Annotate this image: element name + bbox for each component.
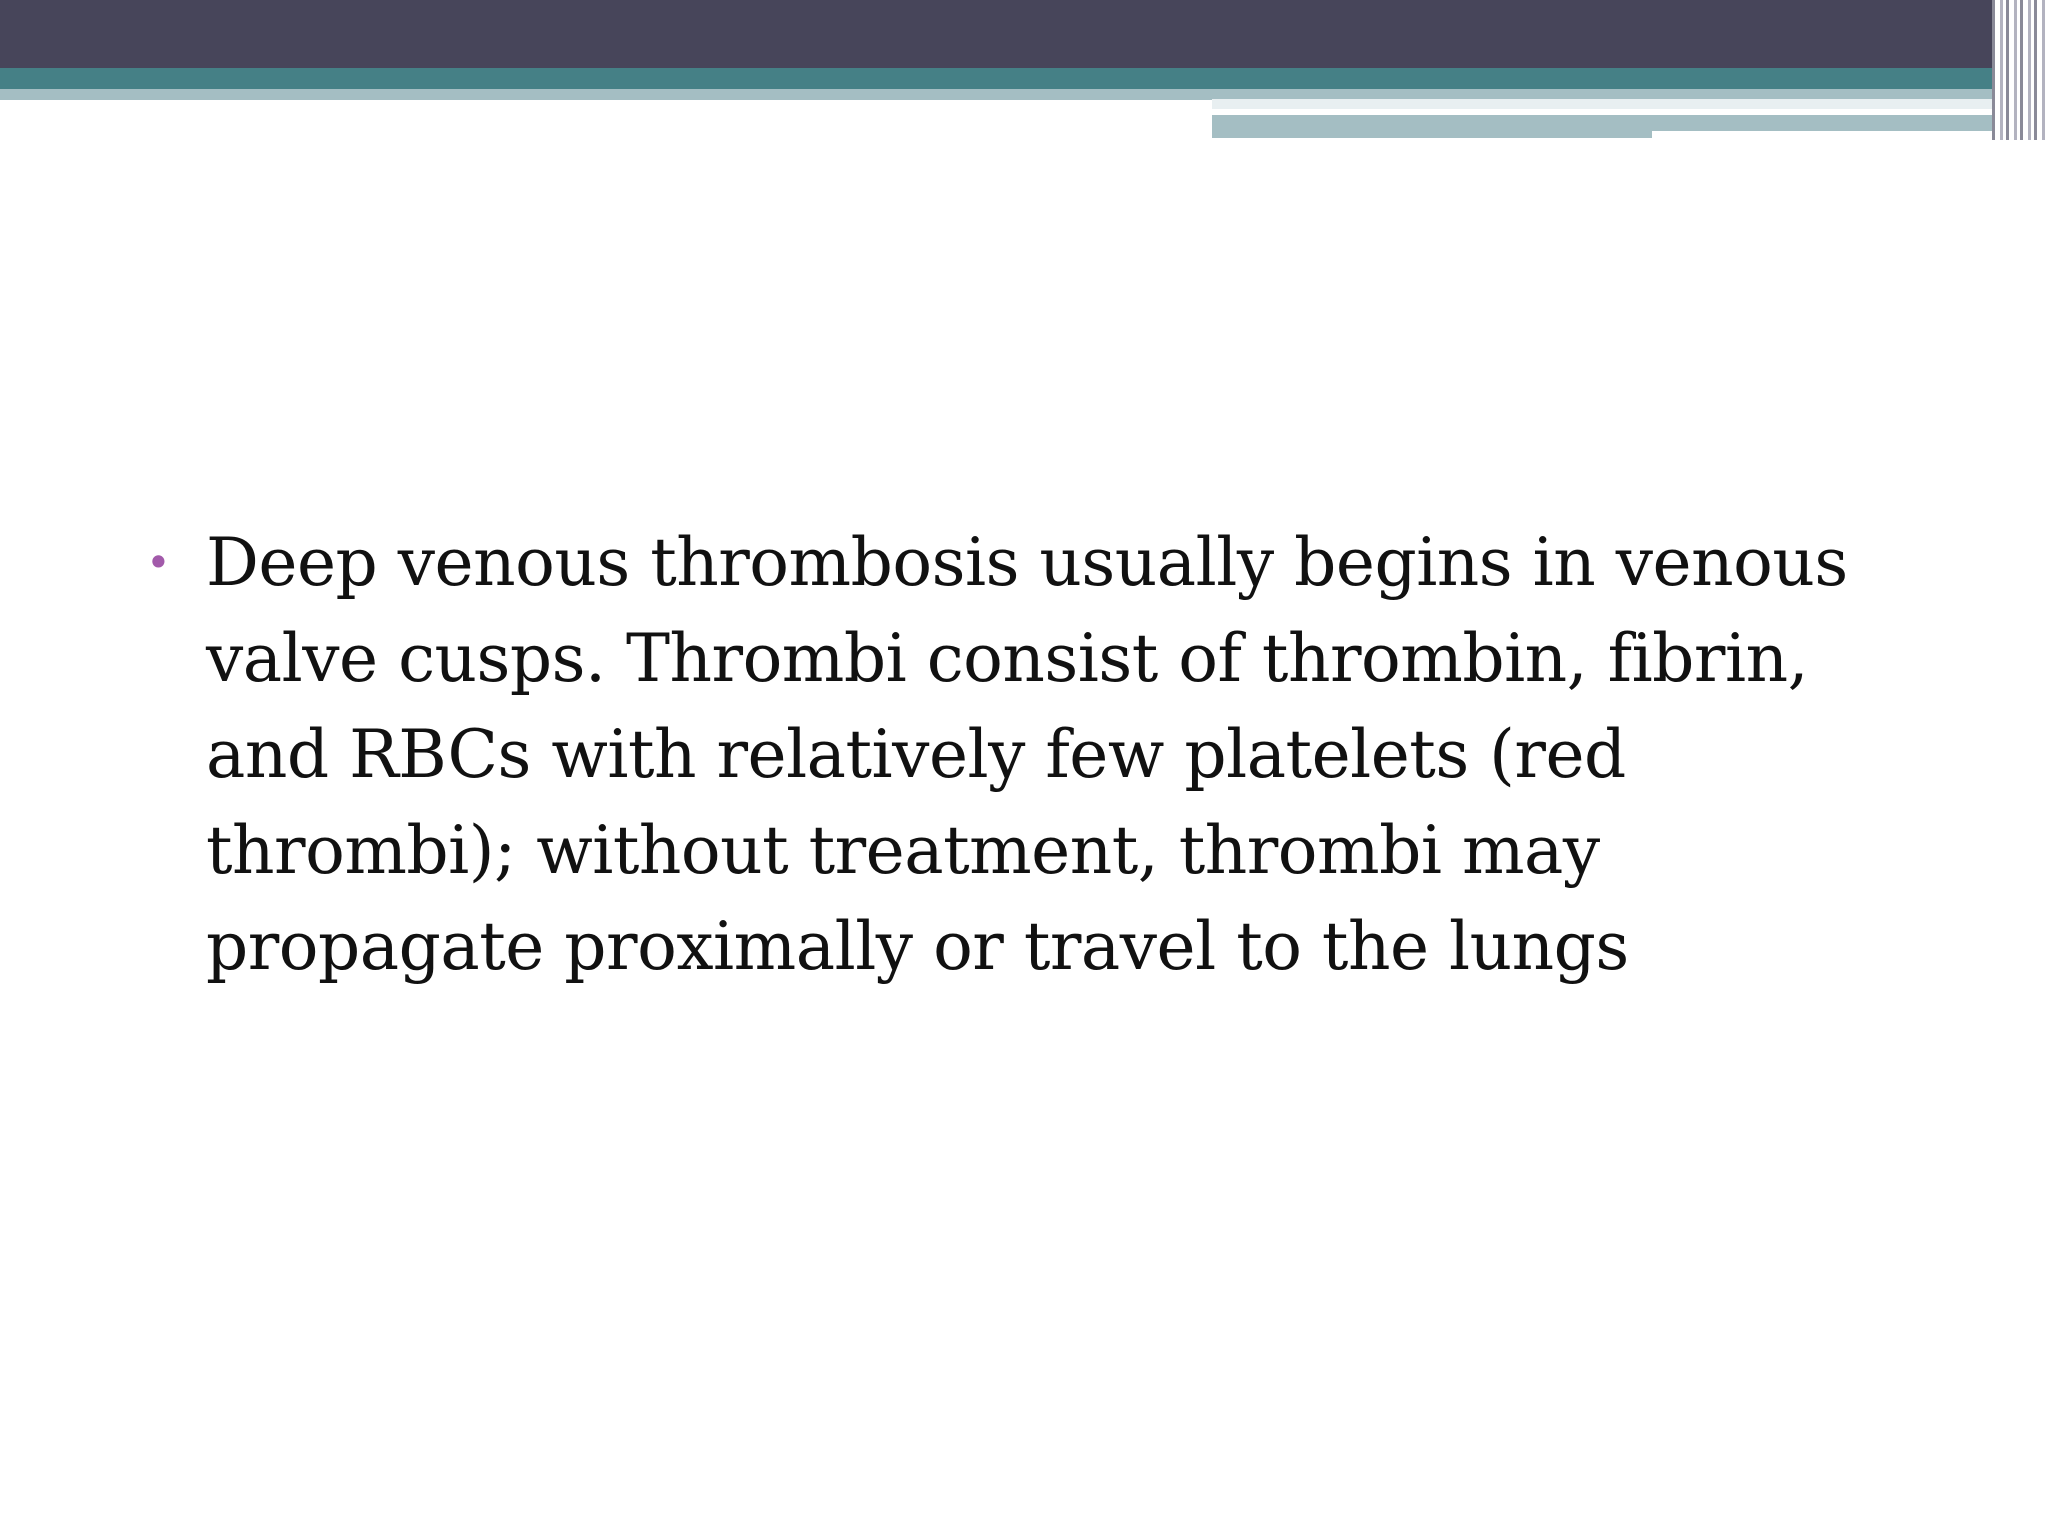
header-vertical-stripes [1992, 0, 2048, 140]
bullet-text: Deep venous thrombosis usually begins in venous valve cusps. Thrombi consist of thrombin, fibrin, and RBCs with relatively few platelets (red thrombi); without treatment, thrombi may propagate proximally or travel to the lungs [206, 524, 1848, 985]
bullet-item [146, 515, 1866, 995]
header-gap-bar [1212, 99, 2010, 109]
header-light-bar-lower-right [1652, 115, 2010, 131]
header-dark-bar [0, 0, 1992, 68]
header-teal-bar [0, 68, 2048, 89]
slide-body [146, 515, 1866, 995]
header-light-bar-left [0, 89, 1212, 100]
bullet-dot-icon: • [146, 538, 171, 587]
header-light-bar-lower [1212, 115, 1652, 138]
header-light-bar-right [1212, 89, 2010, 99]
slide-header-decoration [0, 0, 2048, 140]
